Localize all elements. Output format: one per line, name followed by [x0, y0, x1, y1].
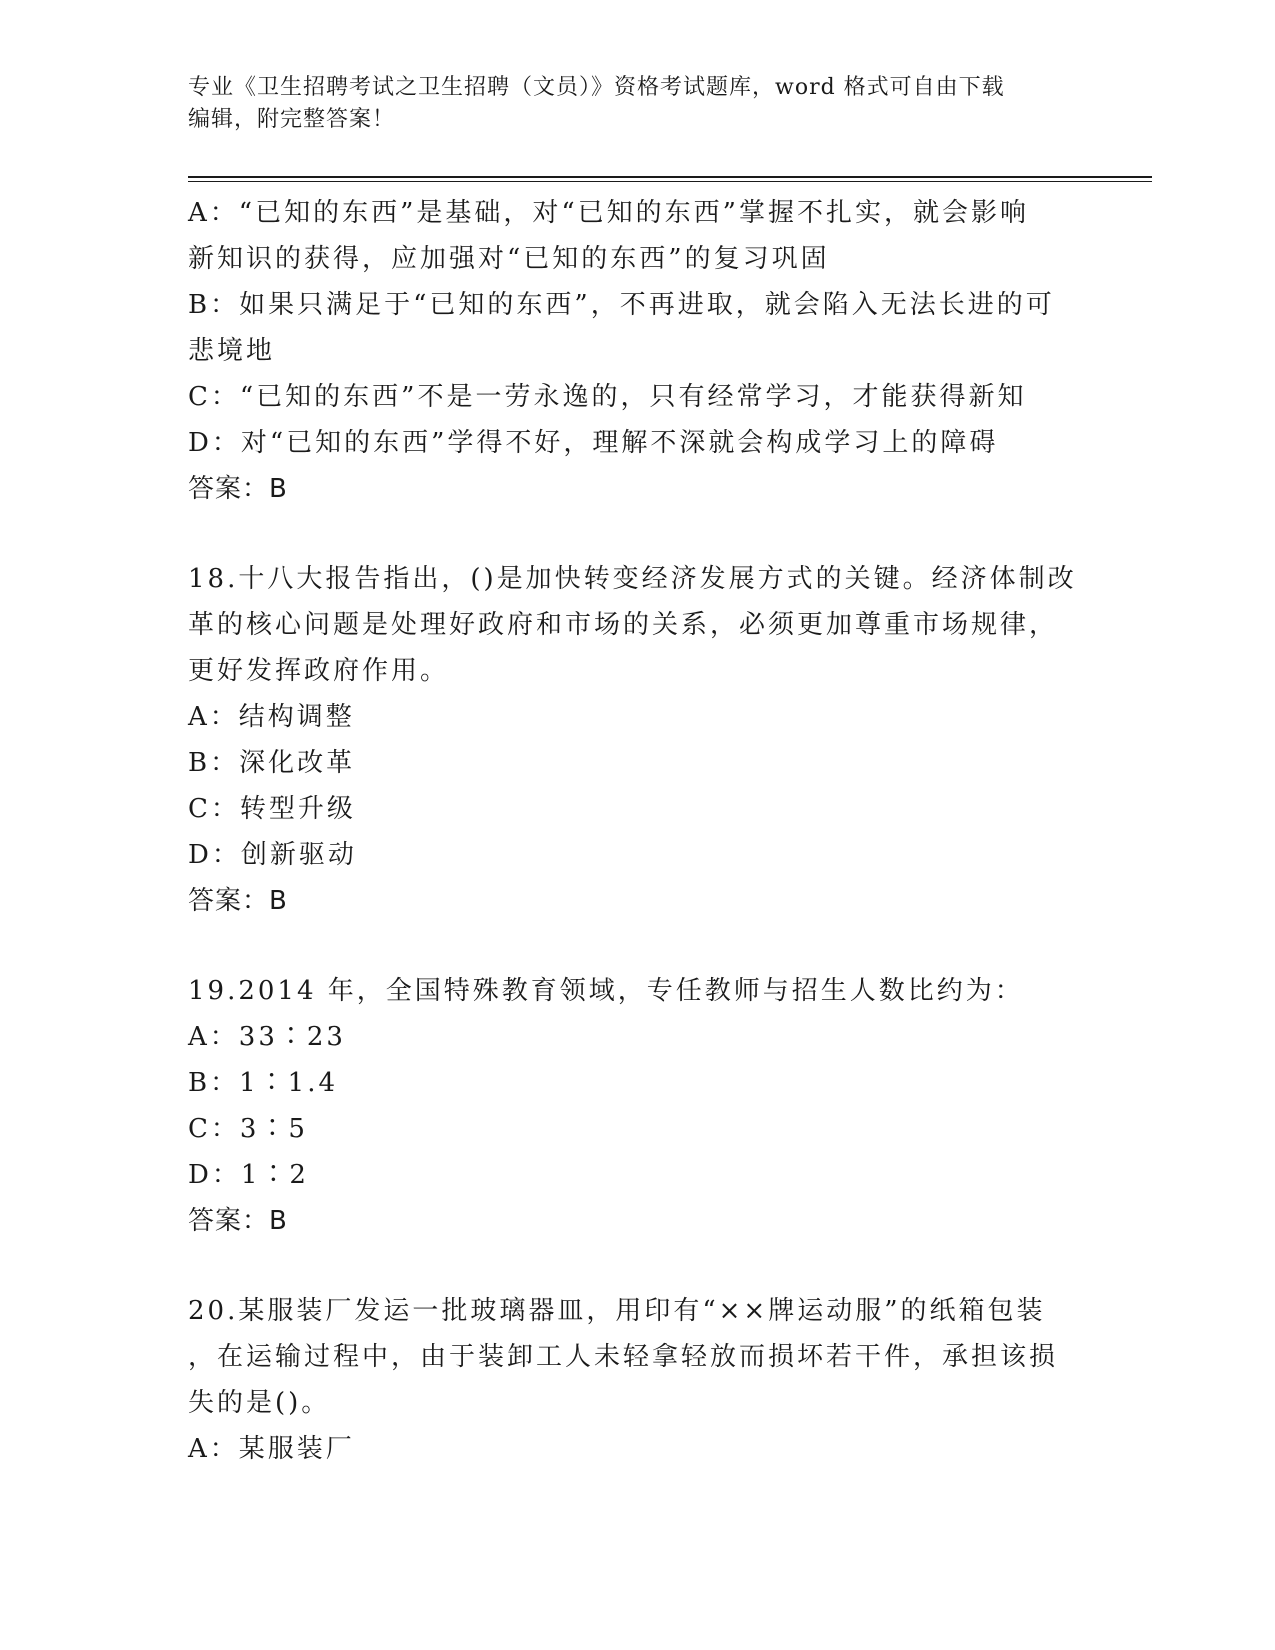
q19-option-d: D：1∶2 — [188, 1160, 309, 1190]
q20-stem-line-1: 20.某服装厂发运一批玻璃器皿，用印有“××牌运动服”的纸箱包装 — [188, 1296, 1046, 1326]
q19-stem-line-1: 19.2014 年，全国特殊教育领域，专任教师与招生人数比约为： — [188, 976, 1024, 1006]
q17-option-b-line-1: B：如果只满足于“已知的东西”，不再进取，就会陷入无法长进的可 — [188, 290, 1055, 320]
q18-stem-line-3: 更好发挥政府作用。 — [188, 656, 450, 686]
q17-option-b-line-2: 悲境地 — [188, 336, 276, 366]
q18-option-c: C：转型升级 — [188, 794, 356, 824]
q18-stem-line-2: 革的核心问题是处理好政府和市场的关系，必须更加尊重市场规律， — [188, 610, 1059, 640]
q18-option-b: B：深化改革 — [188, 748, 356, 778]
q19-answer: 答案：B — [188, 1206, 288, 1236]
q18-answer: 答案：B — [188, 886, 288, 916]
q17-option-a-line-2: 新知识的获得，应加强对“已知的东西”的复习巩固 — [188, 244, 830, 274]
question-20 — [188, 1288, 1088, 1472]
question-list — [188, 190, 1088, 1472]
spacer — [188, 1244, 1088, 1288]
q18-option-d: D：创新驱动 — [188, 840, 357, 870]
header-divider-thick — [188, 176, 1152, 178]
q17-option-c: C：“已知的东西”不是一劳永逸的，只有经常学习，才能获得新知 — [188, 382, 1027, 412]
question-19 — [188, 968, 1088, 1244]
q18-stem-line-1: 18.十八大报告指出，()是加快转变经济发展方式的关键。经济体制改 — [188, 564, 1077, 594]
question-17 — [188, 190, 1088, 512]
spacer — [188, 512, 1088, 556]
q19-option-c: C：3∶5 — [188, 1114, 308, 1144]
q19-option-b: B：1∶1.4 — [188, 1068, 338, 1098]
header-line-1: 专业《卫生招聘考试之卫生招聘（文员）》资格考试题库，word 格式可自由下载 — [188, 75, 1005, 100]
header-divider-thin — [188, 181, 1152, 182]
document-header — [188, 72, 1088, 136]
q18-option-a: A：结构调整 — [188, 702, 355, 732]
q17-answer: 答案：B — [188, 474, 288, 504]
q17-option-d: D：对“已知的东西”学得不好，理解不深就会构成学习上的障碍 — [188, 428, 999, 458]
q20-option-a: A：某服装厂 — [188, 1434, 355, 1464]
q20-stem-line-2: ，在运输过程中，由于装卸工人未轻拿轻放而损坏若干件，承担该损 — [188, 1342, 1059, 1372]
q20-stem-line-3: 失的是()。 — [188, 1388, 331, 1418]
header-line-2: 编辑，附完整答案！ — [188, 107, 396, 132]
q17-option-a-line-1: A：“已知的东西”是基础，对“已知的东西”掌握不扎实，就会影响 — [188, 198, 1029, 228]
spacer — [188, 924, 1088, 968]
q19-option-a: A：33∶23 — [188, 1022, 346, 1052]
question-18 — [188, 556, 1088, 924]
